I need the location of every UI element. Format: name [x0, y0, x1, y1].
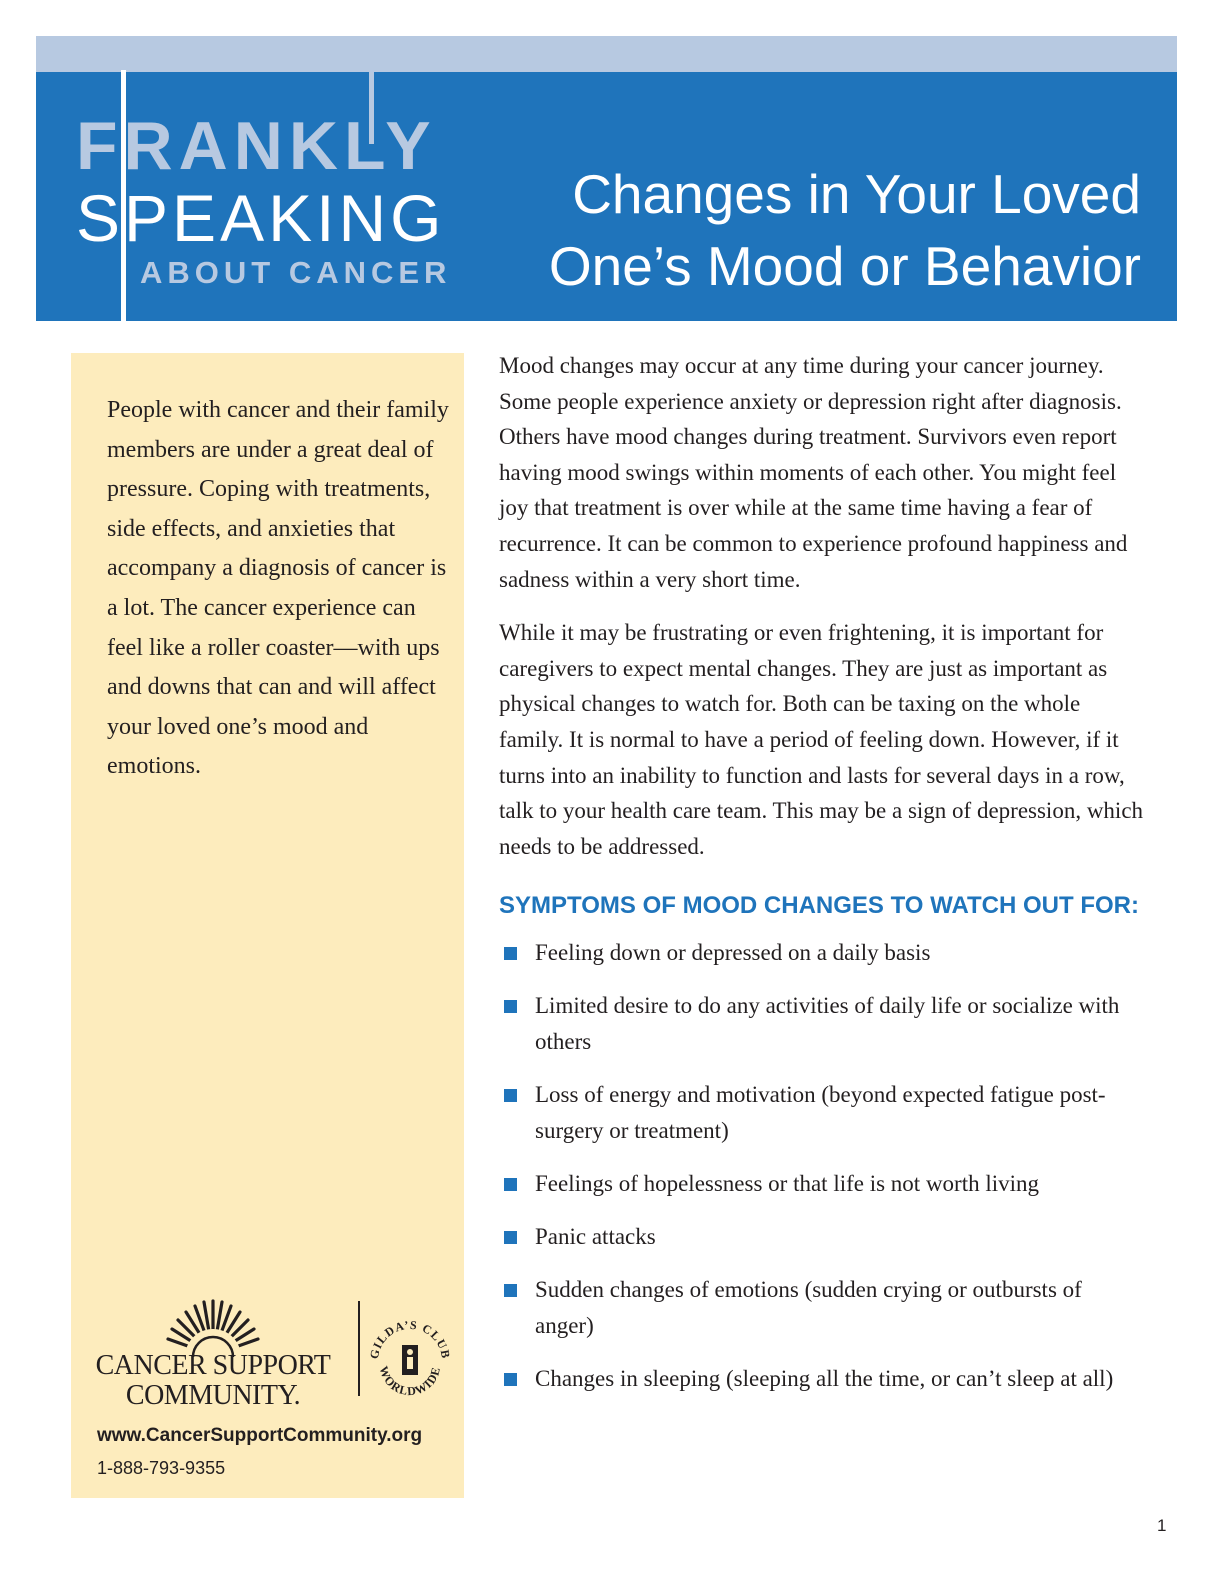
square-bullet-icon — [504, 947, 517, 960]
square-bullet-icon — [504, 1089, 517, 1102]
intro-paragraph: Mood changes may occur at any time during your cancer journey. Some people experience anxiety or depression right after diagnosis. Others have mood changes during treatment. Survivors even report having mood swings within moments of each other. You might feel joy that treatment is over while at the same time having a fear of recurrence. It can be common to experience profound happiness and sadness within a very short time. — [499, 353, 1128, 592]
square-bullet-icon — [504, 1231, 517, 1244]
symptom-item — [499, 988, 1144, 1059]
symptom-text: Feeling down or depressed on a daily basis — [535, 940, 931, 966]
svg-text:GILDA’S CLUB: GILDA’S CLUB — [366, 1317, 454, 1361]
brand-frankly: FRANKLY — [76, 108, 437, 184]
logo-line2: COMMUNITY. — [125, 1380, 301, 1411]
brand-speaking: SPEAKING — [76, 181, 446, 255]
header-top-strip — [36, 36, 1177, 72]
symptom-text: Sudden changes of emotions (sudden crying or outbursts of anger) — [535, 1276, 1082, 1338]
svg-text:WORLDWIDE: WORLDWIDE — [376, 1364, 444, 1399]
symptom-item — [499, 935, 1144, 971]
square-bullet-icon — [504, 1373, 517, 1386]
header-banner — [36, 72, 1177, 321]
symptom-text: Limited desire to do any activities of daily life or socialize with others — [535, 993, 1120, 1054]
brand-about-cancer: ABOUT CANCER — [140, 255, 452, 290]
page-title — [549, 158, 1141, 302]
page-title-line2: One’s Mood or Behavior — [548, 235, 1141, 297]
square-bullet-icon — [504, 1000, 517, 1013]
page-number: 1 — [1157, 1516, 1167, 1535]
symptom-item — [499, 1166, 1144, 1202]
caregiver-paragraph: While it may be frustrating or even frightening, it is important for caregivers to expect mental changes. They are just as important as physical changes to watch for. Both can be taxing on the whole family. It is normal to have a period of feeling down. However, if it turns into an inability to function and lasts for several days in a row, talk to your health care team. This may be a sign of depression, which needs to be addressed. — [499, 620, 1144, 859]
symptoms-heading: SYMPTOMS OF MOOD CHANGES TO WATCH OUT FOR: — [499, 892, 1139, 920]
symptom-item — [499, 1361, 1144, 1397]
symptom-text: Changes in sleeping (sleeping all the time, or can’t sleep at all) — [535, 1365, 1114, 1391]
symptom-text: Feelings of hopelessness or that life is not worth living — [535, 1170, 1040, 1196]
phone-number: 1-888-793-9355 — [97, 1458, 226, 1478]
logo-line1: CANCER SUPPORT — [95, 1350, 331, 1381]
website-url[interactable]: www.CancerSupportCommunity.org — [97, 1425, 423, 1446]
symptom-item — [499, 1219, 1144, 1255]
symptom-text: Loss of energy and motivation (beyond expected fatigue post-surgery or treatment) — [535, 1082, 1106, 1143]
sidebar-intro-text: People with cancer and their family members are under a great deal of pressure. Coping with treatments, side effects, and anxieties that accompany a diagnosis of cancer is a lot. The cancer experience can feel like a roller coaster—with ups and downs that can and will affect your loved one’s mood and emotions. — [107, 397, 449, 780]
page-title-line1: Changes in Your Loved — [572, 163, 1141, 225]
square-bullet-icon — [504, 1178, 517, 1191]
cancer-support-community-logo-text — [73, 1351, 353, 1411]
symptom-item — [499, 1077, 1144, 1148]
logo-divider — [358, 1301, 360, 1396]
gildas-club-worldwide-logo-icon — [364, 1303, 454, 1418]
symptom-item — [499, 1272, 1144, 1343]
symptoms-list — [499, 935, 1144, 1396]
main-content — [499, 348, 1144, 1414]
symptom-text: Panic attacks — [535, 1223, 656, 1249]
square-bullet-icon — [504, 1284, 517, 1297]
sidebar-panel — [71, 353, 464, 1498]
